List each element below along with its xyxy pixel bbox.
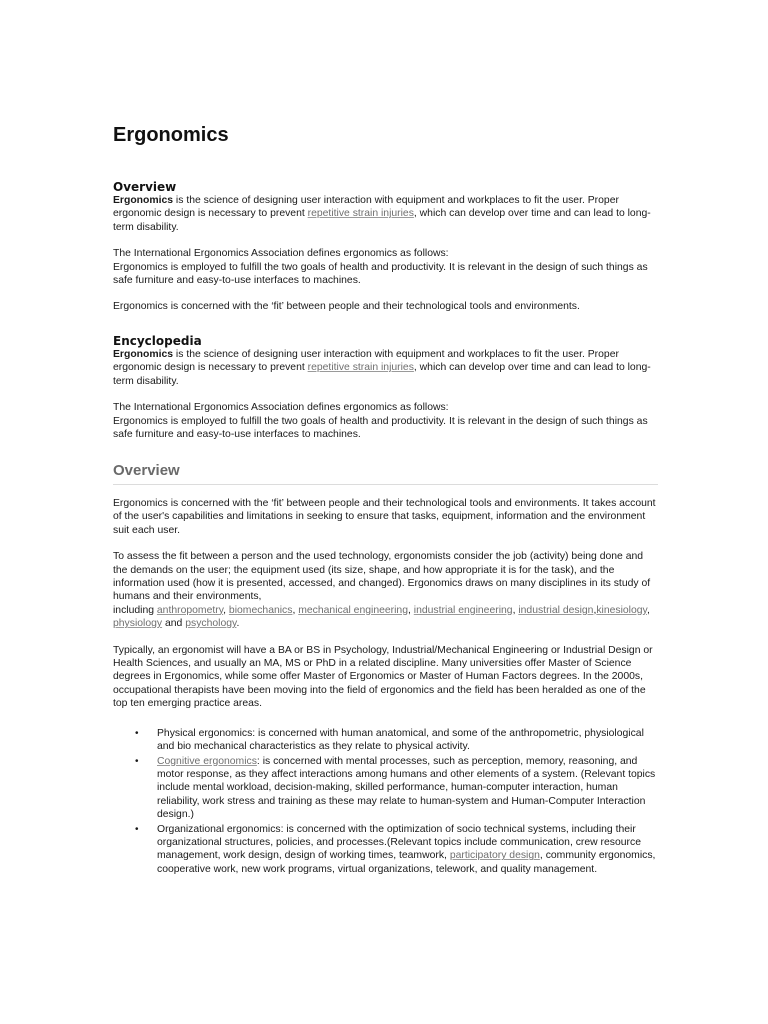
encyclopedia-paragraph-2: The International Ergonomics Association defines ergonomics as follows: Ergonomics is employed to fulfill the two goals of health and productivity. It is relevant in the design of such things as safe furniture and easy-to-use interfaces to machines. <box>113 402 648 441</box>
bold-term: Ergonomics <box>113 349 174 360</box>
encyclopedia-paragraph-1: Ergonomics is the science of designing user interaction with equipment and workplaces to fit the user. Proper ergonomic design is necessary to prevent repetitive strain injuries, which can develop over time and can lead to long-term disability. <box>113 349 651 387</box>
bullet-icon: • <box>135 727 139 739</box>
repetitive-strain-link[interactable]: repetitive strain injuries <box>307 208 414 220</box>
repetitive-strain-link[interactable]: repetitive strain injuries <box>307 362 414 374</box>
list-item: • Cognitive ergonomics: is concerned with mental processes, such as perception, memory, reasoning, and motor response, as they affect interactions among humans and other elements of a system. (Relevant topics include mental workload, decision-making, skilled performance, human-computer interaction, human reliability, work stress and training as these may relate to human-system and Human-Computer Interaction design.) <box>135 755 656 821</box>
overview-paragraph-3: Ergonomics is concerned with the ‘fit’ between people and their technological tools and environments. <box>113 301 580 313</box>
participatory-design-link[interactable]: participatory design <box>449 850 540 862</box>
overview-detail-section <box>113 461 658 877</box>
overview-paragraph-1: Ergonomics is the science of designing user interaction with equipment and workplaces to fit the user. Proper ergonomic design is necessary to prevent repetitive strain injuries, which can develop over time and can lead to long-term disability. <box>113 195 651 233</box>
bullet-icon: • <box>135 755 139 767</box>
industrial-engineering-link[interactable]: industrial engineering <box>413 604 513 616</box>
list-item: • Organizational ergonomics: is concerned with the optimization of socio technical systems, including their organizational structures, policies, and processes.(Relevant topics include communication, crew resource management, work design, design of working times, teamwork, participatory design, community ergonomics, cooperative work, new work programs, virtual organizations, telework, and quality management. <box>135 823 656 875</box>
overview-heading: Overview <box>113 180 177 194</box>
mechanical-engineering-link[interactable]: mechanical engineering <box>298 604 408 616</box>
kinesiology-link[interactable]: kinesiology <box>596 604 647 616</box>
anthropometry-link[interactable]: anthropometry <box>156 604 224 616</box>
bold-term: Ergonomics <box>113 195 174 206</box>
overview-detail-heading: Overview <box>113 461 658 485</box>
cognitive-ergonomics-link[interactable]: Cognitive ergonomics <box>157 755 257 767</box>
psychology-link[interactable]: psychology <box>185 618 237 630</box>
biomechanics-link[interactable]: biomechanics <box>228 604 293 616</box>
overview-section <box>113 180 658 314</box>
encyclopedia-heading: Encyclopedia <box>113 334 202 348</box>
ergonomics-types-list <box>113 727 658 876</box>
disciplines-paragraph: To assess the fit between a person and the used technology, ergonomists consider the job (activity) being done and the demands on the user; the equipment used (its size, shape, and how appropriate it is for the task), and the information used (how it is presented, accessed, and changed). Ergonomics draws on many disciplines in its study of humans and their environments, including anthropometry, biomechanics, mechanical engineering, industrial engineering, industrial design,kinesiology, physiology and psychology. <box>113 551 651 630</box>
fit-paragraph: Ergonomics is concerned with the ‘fit’ between people and their technological tools and environments. It takes account of the user's capabilities and limitations in seeking to ensure that tasks, equipment, information and the environment suit each user. <box>113 498 656 536</box>
encyclopedia-section <box>113 334 658 441</box>
list-item: • Physical ergonomics: is concerned with human anatomical, and some of the anthropometric, physiological and bio mechanical characteristics as they relate to physical activity. <box>135 727 644 753</box>
bullet-icon: • <box>135 823 139 835</box>
ergonomist-paragraph: Typically, an ergonomist will have a BA or BS in Psychology, Industrial/Mechanical Engineering or Industrial Design or Health Sciences, and usually an MA, MS or PhD in a related discipline. Many universities offer Master of Science degrees in Ergonomics, while some offer Master of Ergonomics or Master of Human Factors degrees. In the 2000s, occupational therapists have been moving into the field of ergonomics and the field has been heralded as one of the top ten emerging practice areas. <box>113 644 653 710</box>
page-title: Ergonomics <box>113 124 229 146</box>
physiology-link[interactable]: physiology <box>113 618 163 630</box>
overview-paragraph-2: The International Ergonomics Association defines ergonomics as follows: Ergonomics is employed to fulfill the two goals of health and productivity. It is relevant in the design of such things as safe furniture and easy-to-use interfaces to machines. <box>113 248 648 287</box>
industrial-design-link[interactable]: industrial design <box>518 604 594 616</box>
